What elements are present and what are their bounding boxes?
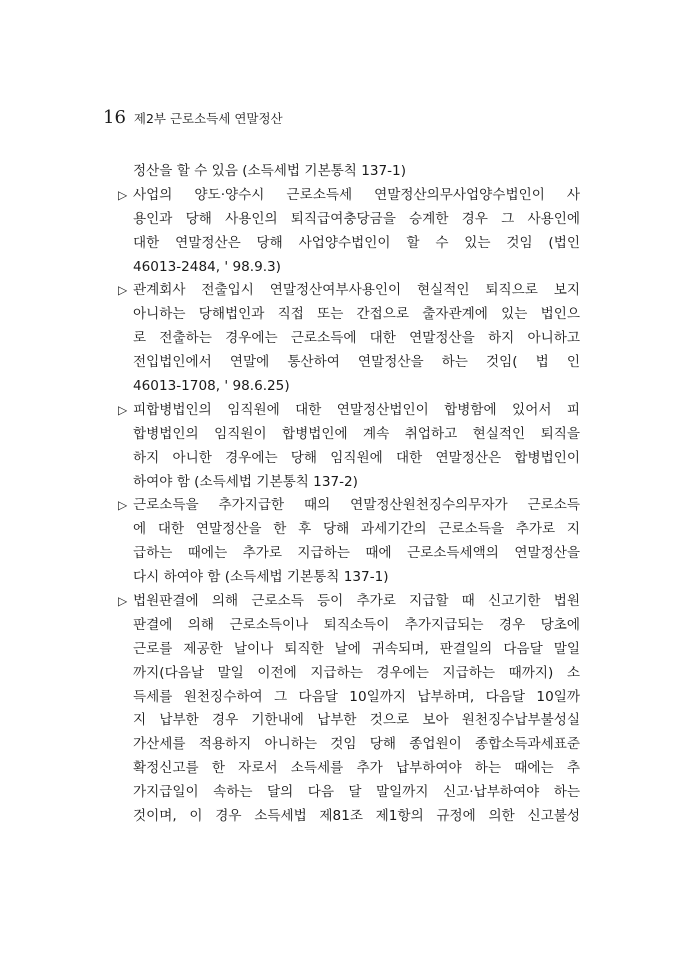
triangle-bullet-icon: ▷ <box>118 283 128 298</box>
text-line: 아니하는 당해법인과 직접 또는 간접으로 출자관계에 있는 법인으 <box>133 306 580 323</box>
text-line: 정산을 할 수 있음 (소득세법 기본통칙 137-1) <box>133 163 407 179</box>
triangle-bullet-icon: ▷ <box>118 402 128 417</box>
section-title: 제2부 근로소득세 연말정산 <box>133 111 283 126</box>
text-line: 판결에 의해 근로소득이나 퇴직소득이 추가지급되는 경우 당초에 <box>133 616 580 633</box>
running-header <box>103 107 283 128</box>
text-line: 가지급일이 속하는 달의 다음 달 말일까지 신고·납부하여야 하는 <box>133 784 580 801</box>
text-line: 까지(다음날 말일 이전에 지급하는 경우에는 지급하는 때까지) 소 <box>133 664 580 681</box>
bullet-item-line: ▷ 피합병법인의 임직원에 대한 연말정산법인이 합병함에 있어서 피 <box>118 399 580 423</box>
text-line: 하지 아니한 경우에는 당해 임직원에 대한 연말정산은 합병법인이 <box>133 449 580 466</box>
text-line: 용인과 당해 사용인의 퇴직급여충당금을 승계한 경우 그 사용인에 <box>133 210 580 227</box>
text-line: 로 전출하는 경우에는 근로소득에 대한 연말정산을 하지 아니하고 <box>133 330 580 347</box>
text-line: 합병법인의 임직원이 합병법인에 계속 취업하고 현실적인 퇴직을 <box>133 425 580 442</box>
text-line: 다시 하여야 함 (소득세법 기본통칙 137-1) <box>133 569 389 586</box>
text-line: 급하는 때에는 추가로 지급하는 때에 근로소득세액의 연말정산을 <box>133 545 580 562</box>
triangle-bullet-icon: ▷ <box>118 498 128 513</box>
text-line: 전입법인에서 연말에 통산하여 연말정산을 하는 것임( 법 인 <box>133 354 580 371</box>
bullet-item-line: ▷ 관계회사 전출입시 연말정산여부사용인이 현실적인 퇴직으로 보지 <box>118 279 580 303</box>
triangle-bullet-icon: ▷ <box>118 594 128 609</box>
bullet-item-line: ▷ 사업의 양도·양수시 근로소득세 연말정산의무사업양수법인이 사 <box>118 184 580 208</box>
text-line: 지 납부한 경우 기한내에 납부한 것으로 보아 원천징수납부불성실 <box>133 712 580 729</box>
bullet-item-line: ▷ 근로소득을 추가지급한 때의 연말정산원천징수의무자가 근로소득 <box>118 494 580 518</box>
text-line: 득세를 원천징수하여 그 다음달 10일까지 납부하며, 다음달 10일까 <box>133 688 580 705</box>
text-line: 46013-2484, ' 98.9.3) <box>133 258 281 275</box>
text-line: 것이며, 이 경우 소득세법 제81조 제1항의 규정에 의한 신고불성 <box>133 808 580 825</box>
text-line: 대한 연말정산은 당해 사업양수법인이 할 수 있는 것임 (법인 <box>133 234 580 251</box>
triangle-bullet-icon: ▷ <box>118 187 128 202</box>
text-line: 46013-1708, ' 98.6.25) <box>133 378 290 395</box>
bullet-item-line: ▷ 법원판결에 의해 근로소득 등이 추가로 지급할 때 신고기한 법원 <box>118 590 580 614</box>
text-line: 근로를 제공한 날이나 퇴직한 날에 귀속되며, 판결일의 다음달 말일 <box>133 640 580 657</box>
text-line: 에 대한 연말정산을 한 후 당해 과세기간의 근로소득을 추가로 지 <box>133 521 580 538</box>
text-line: 가산세를 적용하지 아니하는 것임 당해 종업원이 종합소득과세표준 <box>133 736 580 753</box>
page-number: 16 <box>103 107 126 128</box>
text-line: 하여야 함 (소득세법 기본통칙 137-2) <box>133 473 358 490</box>
text-line: 확정신고를 한 자로서 소득세를 추가 납부하여야 하는 때에는 추 <box>133 760 580 777</box>
body-text <box>118 160 580 829</box>
